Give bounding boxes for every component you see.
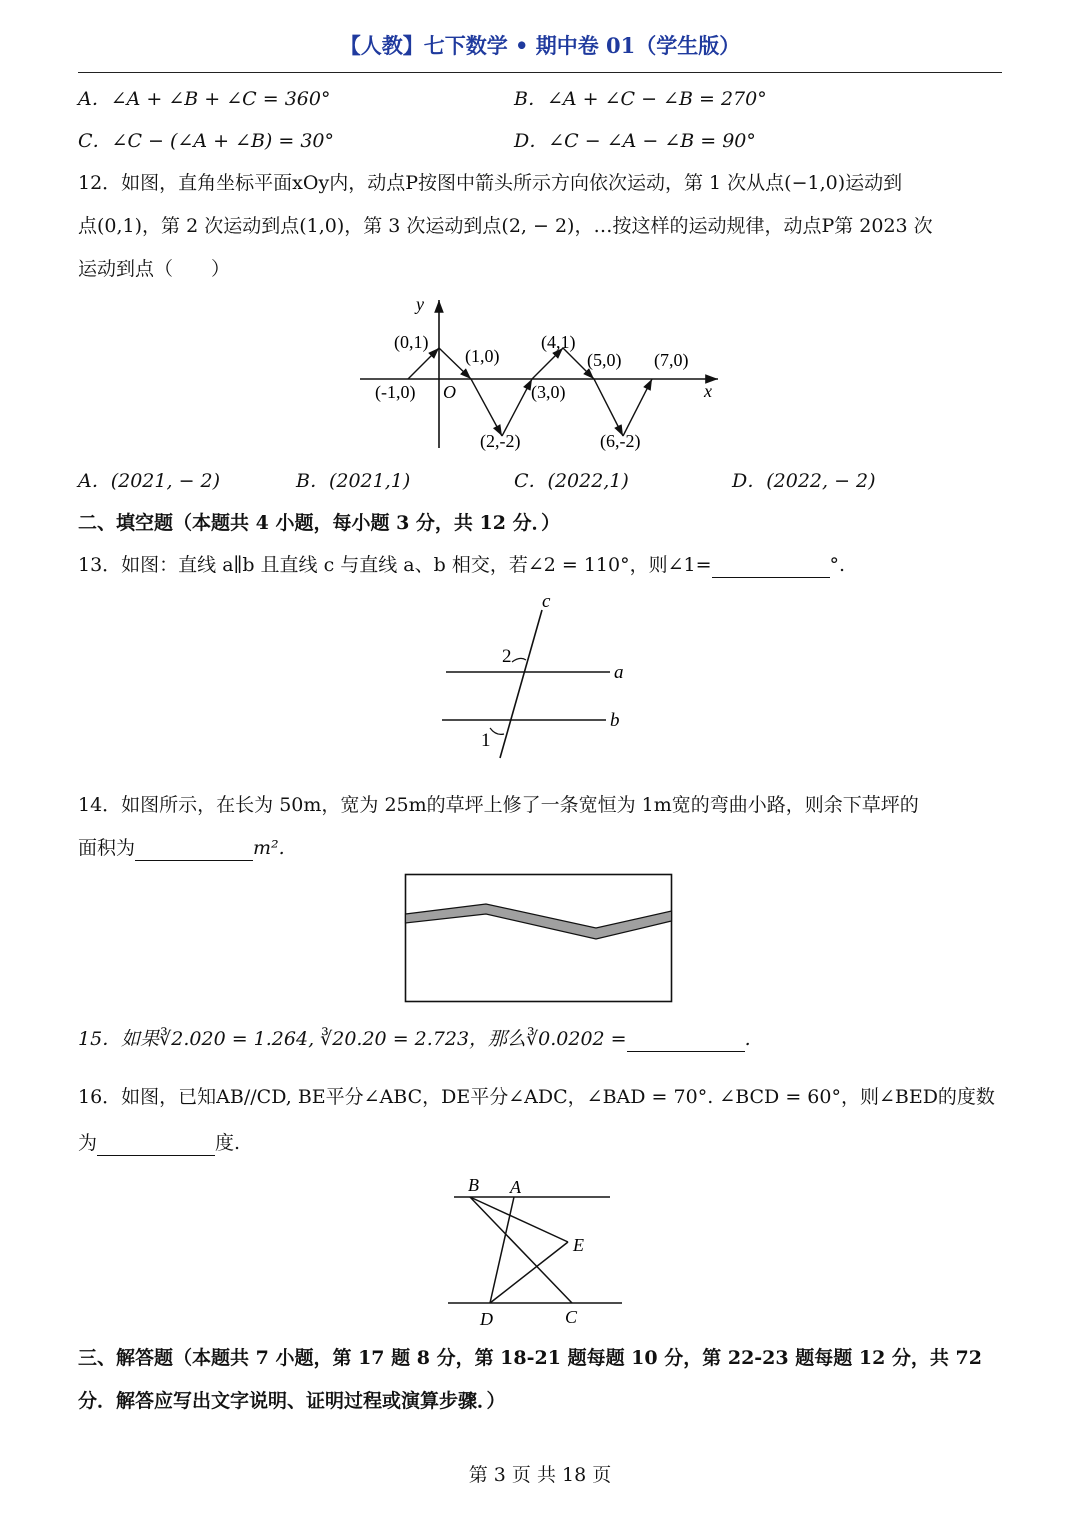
header-rule: [78, 72, 1002, 73]
q12-coordinate-figure: [350, 290, 730, 460]
q15-text: [78, 1026, 751, 1052]
q13-text-after: °.: [829, 554, 846, 576]
line-c: [500, 610, 542, 758]
q13-text: [78, 552, 845, 578]
angle2-label: 2: [502, 646, 512, 667]
point-label: (0,1): [394, 332, 429, 352]
point-E-label: E: [573, 1235, 584, 1255]
q12-option-a: A．(2021, − 2): [78, 470, 221, 492]
origin-label: O: [443, 382, 456, 402]
q12-option-c: C．(2022,1): [514, 470, 629, 492]
point-B-label: B: [468, 1175, 479, 1195]
line-b-label: b: [610, 710, 620, 731]
q13-answer-blank[interactable]: [712, 557, 830, 578]
q11-option-b: B．∠A + ∠C − ∠B = 270°: [514, 88, 767, 110]
q13-text-before: 13．如图：直线 a∥b 且直线 c 与直线 a、b 相交，若∠2 = 110°，则∠1=: [78, 554, 712, 576]
point-A-label: A: [510, 1177, 521, 1197]
q16-text-after: 度.: [215, 1132, 241, 1154]
y-axis-label: y: [416, 294, 424, 314]
page-header-title: 【人教】七下数学 • 期中卷 01（学生版）: [339, 33, 741, 58]
segment-BE: [470, 1197, 568, 1242]
point-C-label: C: [565, 1307, 578, 1327]
lawn-rectangle: [406, 875, 672, 1002]
q12-option-d: D．(2022, − 2): [732, 470, 876, 492]
q14-answer-blank[interactable]: [135, 840, 253, 861]
point-label: (3,0): [531, 382, 566, 402]
q12-text-line1: 12．如图，直角坐标平面xOy内，动点P按图中箭头所示方向依次运动，第 1 次从点(−1,0)运动到: [78, 172, 903, 194]
q14-text-line1: 14．如图所示，在长为 50m，宽为 25m的草坪上修了一条宽恒为 1m宽的弯曲小路，则余下草坪的: [78, 794, 919, 816]
q11-option-a: A．∠A + ∠B + ∠C = 360°: [78, 88, 331, 110]
q11-option-c: C．∠C − (∠A + ∠B) = 30°: [78, 130, 335, 152]
q12-option-b: B．(2021,1): [296, 470, 411, 492]
page-footer: 第 3 页 共 18 页: [468, 1464, 612, 1486]
q15-text-before: 15．如果∛2.020 = 1.264, ∛20.20 = 2.723，那么∛0.0202 =: [78, 1028, 627, 1050]
point-label: (5,0): [587, 350, 622, 370]
q16-answer-blank[interactable]: [97, 1135, 215, 1156]
section3-title-line2: 分．解答应写出文字说明、证明过程或演算步骤．）: [78, 1390, 506, 1412]
q16-geometry-figure: [440, 1170, 640, 1330]
point-label: (6,-2): [600, 431, 641, 451]
q11-option-d: D．∠C − ∠A − ∠B = 90°: [514, 130, 756, 152]
angle1-arc: [490, 728, 504, 734]
q16-text-line2: [78, 1130, 240, 1156]
section2-title: 二、填空题（本题共 4 小题，每小题 3 分，共 12 分．）: [78, 512, 561, 534]
q12-text-line2: 点(0,1)，第 2 次运动到点(1,0)，第 3 次运动到点(2, − 2)，…按这样的运动规律，动点P第 2023 次: [78, 215, 933, 237]
q13-parallel-lines-figure: [430, 588, 650, 768]
point-label: (2,-2): [480, 431, 521, 451]
point-label: (1,0): [465, 346, 500, 366]
q16-text-before: 为: [78, 1132, 98, 1154]
line-a-label: a: [614, 662, 624, 683]
q14-text-before: 面积为: [78, 837, 136, 859]
q14-text-line2: [78, 835, 285, 861]
q15-text-after: .: [744, 1028, 751, 1050]
section3-title-line1: 三、解答题（本题共 7 小题，第 17 题 8 分，第 18-21 题每题 10 分，第 22-23 题每题 12 分，共 72: [78, 1347, 982, 1369]
angle1-label: 1: [481, 730, 491, 751]
point-label: (7,0): [654, 350, 689, 370]
q16-text-line1: 16．如图，已知AB//CD, BE平分∠ABC，DE平分∠ADC，∠BAD = 70°. ∠BCD = 60°，则∠BED的度数: [78, 1086, 995, 1108]
point-label: (4,1): [541, 332, 576, 352]
q12-text-line3: 运动到点（ ）: [78, 258, 231, 280]
line-c-label: c: [542, 591, 551, 612]
x-axis-label: x: [704, 381, 712, 401]
point-label: (-1,0): [375, 382, 416, 402]
angle2-arc: [512, 658, 526, 662]
q14-unit: m².: [253, 837, 285, 859]
q14-lawn-figure: [404, 873, 674, 1005]
q15-answer-blank[interactable]: [627, 1031, 745, 1052]
point-D-label: D: [480, 1309, 493, 1329]
